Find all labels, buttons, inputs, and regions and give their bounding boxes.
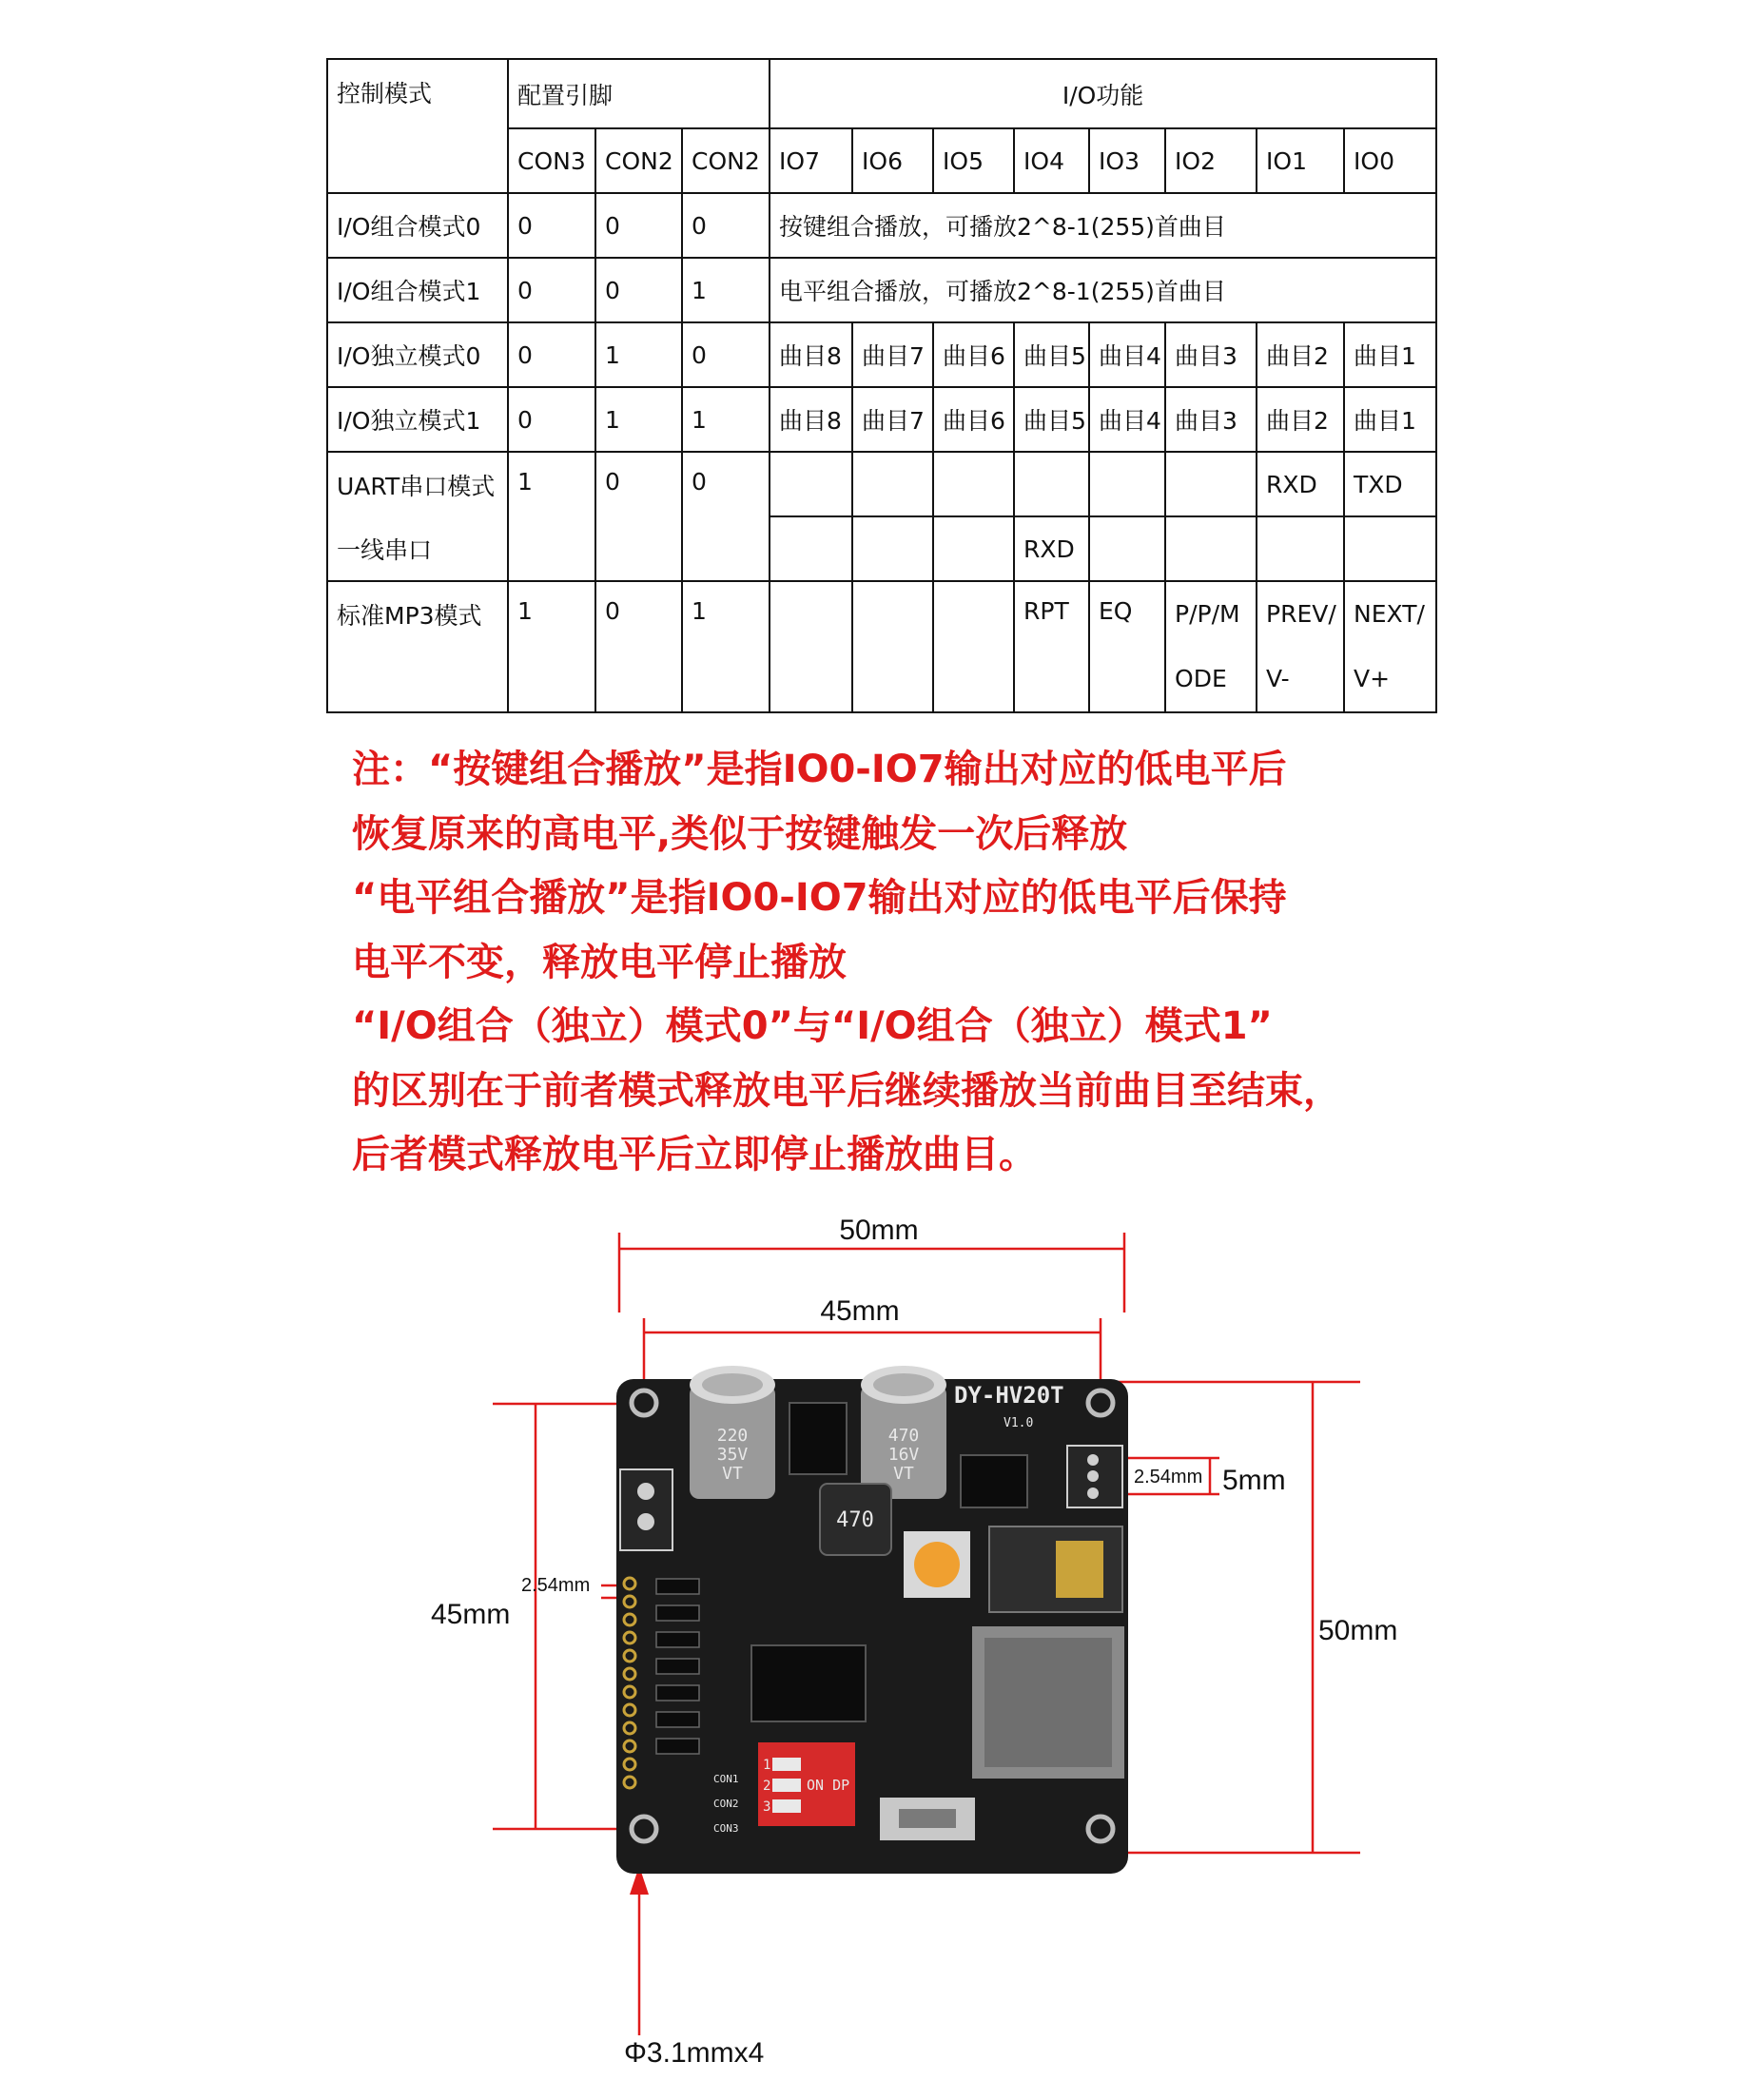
con-cell: 0: [508, 322, 595, 387]
header-con2: CON2: [595, 128, 682, 193]
io-cell: EQ: [1089, 581, 1165, 712]
io-cell: [1344, 581, 1436, 712]
io-cell: [1165, 516, 1257, 581]
io-cell: 曲目6: [933, 322, 1014, 387]
note-line: 的区别在于前者模式释放电平后继续播放当前曲目至结束，: [352, 1068, 1341, 1113]
io-cell: [933, 452, 1014, 516]
io-cell: [933, 581, 1014, 712]
dim-left: 45mm: [431, 1599, 511, 1630]
io-cell: 曲目4: [1089, 387, 1165, 452]
header-config-pins: 配置引脚: [508, 59, 770, 128]
io-cell: 曲目6: [933, 387, 1014, 452]
header-io5: IO5: [933, 128, 1014, 193]
con-cell: 1: [508, 452, 595, 581]
con-cell: 0: [508, 193, 595, 258]
note-line: 后者模式释放电平后立即停止播放曲目。: [352, 1133, 1037, 1176]
con-cell: 0: [682, 322, 770, 387]
header-io3: IO3: [1089, 128, 1165, 193]
con-cell: 0: [595, 581, 682, 712]
note-line: 恢复原来的高电平,类似于按键触发一次后释放: [352, 811, 1128, 856]
io-cell: 曲目3: [1165, 387, 1257, 452]
pcb-board: [616, 1366, 1128, 1874]
mode-cell: 一线串口: [327, 516, 508, 581]
io-cell: [1344, 516, 1436, 581]
io-cell: 曲目7: [852, 322, 933, 387]
note-line: “I/O组合（独立）模式0”与“I/O组合（独立）模式1”: [352, 1004, 1273, 1048]
io-cell: [1165, 581, 1257, 712]
mode-cell: UART串口模式: [327, 452, 508, 516]
io-cell: 曲目8: [770, 322, 852, 387]
svg-text:VT: VT: [893, 1464, 914, 1484]
svg-text:3: 3: [763, 1799, 771, 1815]
io-cell: 曲目2: [1257, 387, 1344, 452]
table-row: [327, 322, 1436, 387]
dim-top-outer: 50mm: [839, 1215, 919, 1246]
io-cell: [852, 516, 933, 581]
io-cell: 曲目2: [1257, 322, 1344, 387]
table-header-row: [327, 59, 1436, 128]
mode-cell: I/O组合模式0: [327, 193, 508, 258]
svg-text:ON DP: ON DP: [807, 1777, 850, 1794]
io-cell: [1089, 452, 1165, 516]
table-row: [327, 193, 1436, 258]
io-cell: [1089, 516, 1165, 581]
table-row: [327, 258, 1436, 322]
svg-text:220: 220: [716, 1426, 749, 1446]
io-line: P/P/M: [1175, 600, 1240, 628]
table-row: [327, 516, 1436, 581]
mode-cell: 标准MP3模式: [327, 581, 508, 712]
svg-text:2: 2: [763, 1779, 771, 1794]
io-cell: [852, 581, 933, 712]
inductor: [820, 1484, 891, 1555]
io-line: PREV/: [1266, 600, 1336, 628]
svg-text:16V: 16V: [887, 1445, 920, 1465]
io-cell: [933, 516, 1014, 581]
svg-text:1: 1: [763, 1758, 771, 1773]
capacitor-470uf: [861, 1366, 946, 1499]
io-cell: 曲目1: [1344, 322, 1436, 387]
con-cell: 0: [595, 258, 682, 322]
io-cell: [852, 452, 933, 516]
dim-hole: Φ3.1mmx4: [624, 2037, 765, 2069]
con3-label: CON3: [713, 1822, 739, 1835]
header-io-function: I/O功能: [770, 59, 1436, 128]
header-io1: IO1: [1257, 128, 1344, 193]
con-cell: 0: [595, 193, 682, 258]
header-io6: IO6: [852, 128, 933, 193]
io-cell: RXD: [1257, 452, 1344, 516]
con-cell: 0: [508, 387, 595, 452]
note-line: 电平不变，释放电平停止播放: [352, 940, 847, 984]
io-cell: 曲目8: [770, 387, 852, 452]
io-cell: 曲目3: [1165, 322, 1257, 387]
io-cell: [770, 516, 852, 581]
con-cell: 0: [508, 258, 595, 322]
io-cell: [770, 452, 852, 516]
con-cell: 1: [682, 258, 770, 322]
io-line: V+: [1354, 665, 1391, 692]
io-cell: [1257, 516, 1344, 581]
io-cell: [1165, 452, 1257, 516]
con-cell: 1: [595, 387, 682, 452]
dip-switch[interactable]: [758, 1742, 855, 1826]
note-line: 注：“按键组合播放”是指IO0-IO7输出对应的低电平后: [352, 748, 1287, 791]
io-cell: 曲目5: [1014, 322, 1089, 387]
header-io2: IO2: [1165, 128, 1257, 193]
header-io0: IO0: [1344, 128, 1436, 193]
dim-top-inner: 45mm: [820, 1295, 900, 1327]
io-mode-table: [326, 58, 1437, 713]
table-row: [327, 387, 1436, 452]
svg-text:VT: VT: [722, 1464, 743, 1484]
io-cell: 曲目4: [1089, 322, 1165, 387]
con-cell: 1: [682, 581, 770, 712]
dim-pitch-right: 2.54mm: [1134, 1467, 1203, 1488]
con-cell: 0: [595, 452, 682, 581]
io-line: V-: [1266, 665, 1290, 692]
dim-pitch-left: 2.54mm: [521, 1575, 591, 1596]
svg-text:35V: 35V: [716, 1445, 749, 1465]
io-cell: TXD: [1344, 452, 1436, 516]
io-cell: 曲目5: [1014, 387, 1089, 452]
con-cell: 0: [682, 193, 770, 258]
io-desc-cell: 电平组合播放，可播放2^8-1(255)首曲目: [770, 258, 1436, 322]
io-cell: 曲目7: [852, 387, 933, 452]
header-con3: CON3: [508, 128, 595, 193]
header-io7: IO7: [770, 128, 852, 193]
io-cell: [1014, 452, 1089, 516]
io-line: ODE: [1175, 665, 1227, 692]
con1-label: CON1: [713, 1773, 739, 1785]
io-line: NEXT/: [1354, 600, 1425, 628]
con-cell: 0: [682, 452, 770, 581]
notes-block: [352, 738, 1455, 1188]
mode-cell: I/O组合模式1: [327, 258, 508, 322]
io-cell: RPT: [1014, 581, 1089, 712]
note-line: “电平组合播放”是指IO0-IO7输出对应的低电平后保持: [352, 876, 1287, 920]
con-cell: 1: [508, 581, 595, 712]
table-row: [327, 581, 1436, 712]
table-row: [327, 452, 1436, 516]
header-io4: IO4: [1014, 128, 1089, 193]
board-name: DY-HV20T: [954, 1382, 1064, 1409]
header-con2b: CON2: [682, 128, 770, 193]
svg-text:470: 470: [836, 1508, 874, 1532]
capacitor-220uf: [690, 1366, 775, 1499]
board-dimension-diagram: [0, 1198, 1754, 2100]
con-cell: 1: [682, 387, 770, 452]
io-cell: RXD: [1014, 516, 1089, 581]
board-version: V1.0: [1004, 1416, 1034, 1430]
con-cell: 1: [595, 322, 682, 387]
io-cell: [770, 581, 852, 712]
dim-right: 50mm: [1318, 1615, 1398, 1646]
svg-text:470: 470: [887, 1426, 920, 1446]
mode-cell: I/O独立模式1: [327, 387, 508, 452]
io-cell: 曲目1: [1344, 387, 1436, 452]
header-mode: 控制模式: [327, 59, 508, 193]
io-desc-cell: 按键组合播放，可播放2^8-1(255)首曲目: [770, 193, 1436, 258]
con2-label: CON2: [713, 1798, 739, 1810]
mode-cell: I/O独立模式0: [327, 322, 508, 387]
dim-right-5mm: 5mm: [1222, 1465, 1286, 1496]
io-cell: [1257, 581, 1344, 712]
